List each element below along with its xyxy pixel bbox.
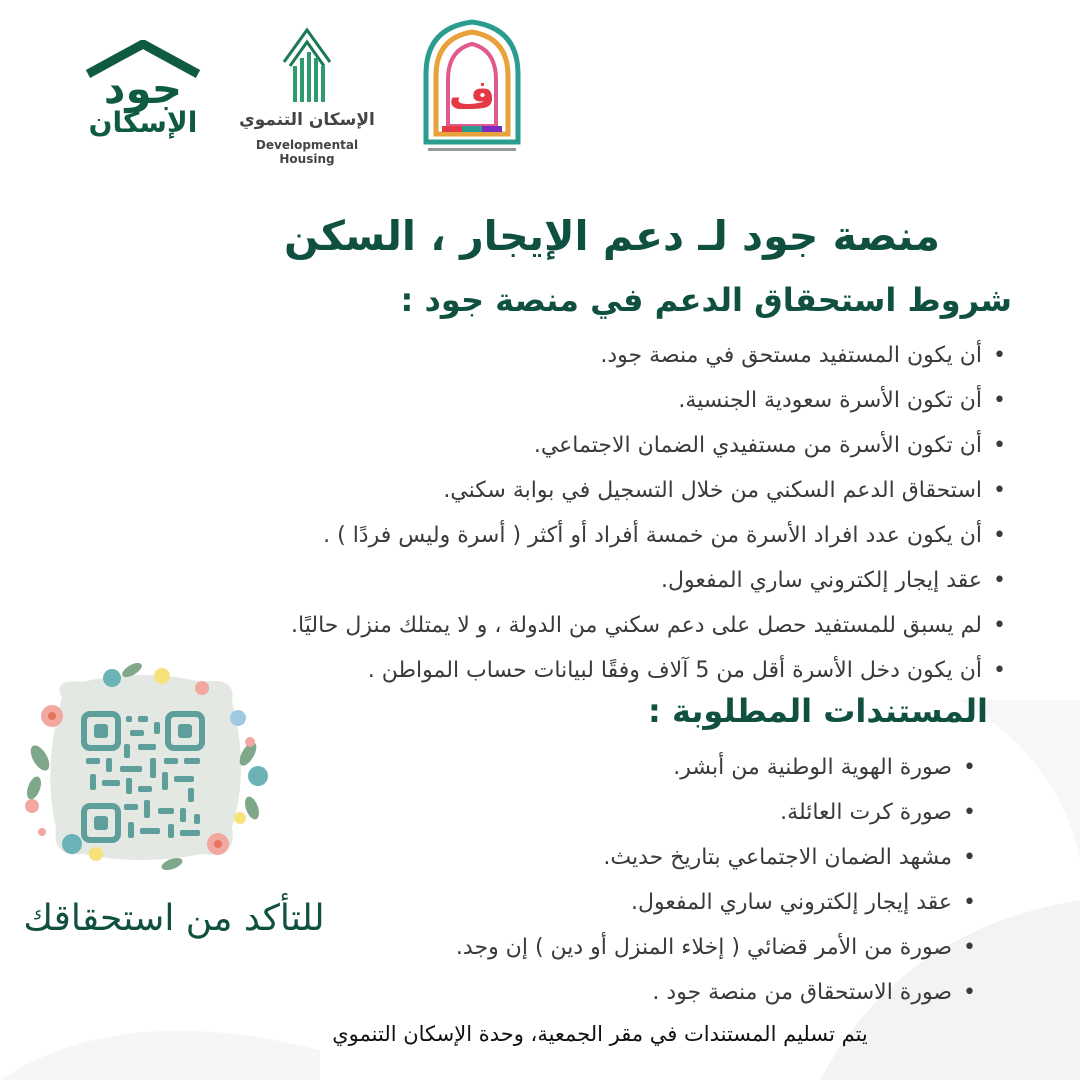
- list-item: • صورة الاستحقاق من منصة جود .: [456, 975, 980, 1020]
- society-logo: [412, 14, 532, 160]
- jood-logo-line2: الإسكان: [88, 106, 198, 139]
- list-item: • استحقاق الدعم السكني من خلال التسجيل في بوابة سكني.: [291, 473, 1010, 518]
- building-emblem-icon: [232, 22, 382, 108]
- developmental-housing-english: Developmental Housing: [255, 138, 359, 166]
- developmental-housing-arabic: الإسكان التنموي: [239, 110, 375, 130]
- qr-caption: للتأكد من استحقاقك: [23, 898, 325, 939]
- conditions-list: [291, 338, 1010, 698]
- conditions-heading: شروط استحقاق الدعم في منصة جود :: [400, 281, 1012, 319]
- developmental-housing-logo: [232, 22, 382, 166]
- list-item: • صورة الهوية الوطنية من أبشر.: [456, 750, 980, 795]
- list-item: • أن تكون الأسرة من مستفيدي الضمان الاجتماعي.: [291, 428, 1010, 473]
- footer-note: يتم تسليم المستندات في مقر الجمعية، وحدة الإسكان التنموي: [332, 1022, 868, 1046]
- list-item: • أن تكون الأسرة سعودية الجنسية.: [291, 383, 1010, 428]
- list-item: • عقد إيجار إلكتروني ساري المفعول.: [291, 563, 1010, 608]
- list-item: • مشهد الضمان الاجتماعي بتاريخ حديث.: [456, 840, 980, 885]
- list-item: • أن يكون عدد افراد الأسرة من خمسة أفراد أو أكثر ( أسرة وليس فردًا ) .: [291, 518, 1010, 563]
- list-item: • عقد إيجار إلكتروني ساري المفعول.: [456, 885, 980, 930]
- floral-frame-icon: [12, 658, 274, 878]
- jood-housing-logo: [78, 40, 208, 145]
- society-logo-letter: ف: [448, 72, 496, 118]
- documents-list: [456, 750, 980, 1020]
- qr-code-frame[interactable]: [12, 658, 274, 878]
- list-item: • صورة من الأمر قضائي ( إخلاء المنزل أو دين ) إن وجد.: [456, 930, 980, 975]
- list-item: • لم يسبق للمستفيد حصل على دعم سكني من الدولة ، و لا يمتلك منزل حاليًا.: [291, 608, 1010, 653]
- documents-heading: المستندات المطلوبة :: [648, 692, 988, 730]
- list-item: • أن يكون دخل الأسرة أقل من 5 آلاف وفقًا لبيانات حساب المواطن .: [291, 653, 1010, 698]
- jood-logo-line1: جود: [103, 64, 183, 113]
- list-item: • صورة كرت العائلة.: [456, 795, 980, 840]
- page-title: منصة جود لـ دعم الإيجار ، السكن: [284, 212, 940, 260]
- list-item: • أن يكون المستفيد مستحق في منصة جود.: [291, 338, 1010, 383]
